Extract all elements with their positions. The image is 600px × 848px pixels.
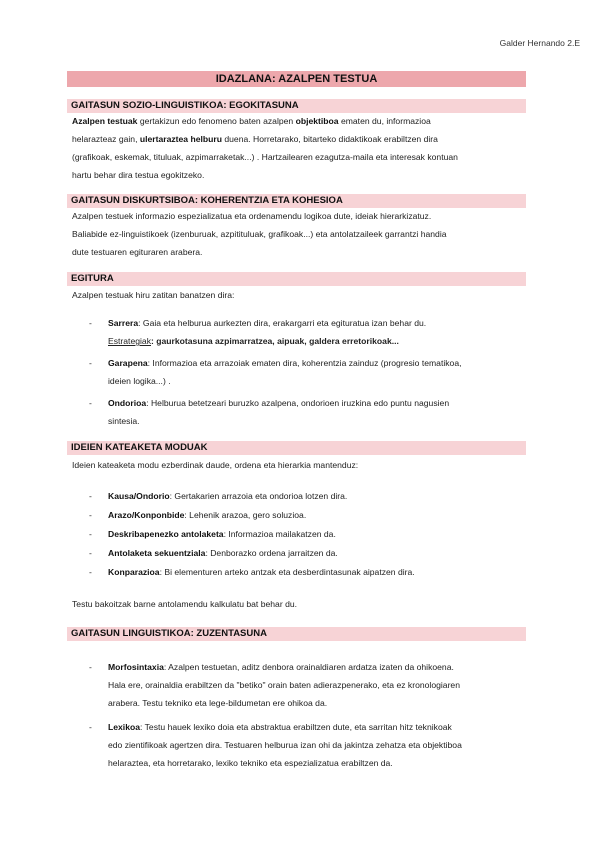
list-dash: -	[89, 548, 92, 558]
list-dash: -	[89, 722, 92, 732]
paragraph-line	[72, 112, 530, 130]
item-text: : Bi elementuren arteko antzak eta desberdintasunak aipatzen dira.	[159, 567, 415, 577]
item-continuation: arabera. Testu tekniko eta lege-bildumetan ere ohikoa da.	[108, 698, 328, 708]
item-label: Sarrera	[108, 318, 139, 328]
list-item	[72, 314, 530, 350]
list-dash: -	[89, 510, 92, 520]
item-subtext: : gaurkotasuna azpimarratzea, aipuak, galdera erretorikoak...	[151, 336, 399, 346]
list-dash: -	[89, 529, 92, 539]
section-outro: Testu bakoitzak barne antolamendu kalkulatu bat behar du.	[72, 599, 298, 609]
list-dash: -	[89, 491, 92, 501]
list-item	[72, 506, 530, 524]
list-item	[72, 487, 530, 505]
item-label: Garapena	[108, 358, 148, 368]
item-continuation: edo zientifikoak agertzen dira. Testuaren helburua izan ohi da jakintza zehatza eta objektiboa	[108, 740, 462, 750]
list-dash: -	[89, 318, 92, 328]
section-koherentzia-paragraph	[72, 207, 530, 261]
bold-term: objektiboa	[295, 116, 339, 126]
structure-list	[72, 314, 530, 430]
linking-modes-list	[72, 487, 530, 581]
item-text: : Lehenik arazoa, gero soluzioa.	[184, 510, 307, 520]
item-text: : Azalpen testuetan, aditz denbora orainaldiaren ardatza izaten da ohikoena.	[163, 662, 454, 672]
section-heading-zuzentasuna: GAITASUN LINGUISTIKOA: ZUZENTASUNA	[67, 627, 526, 641]
section-heading-kateaketa: IDEIEN KATEAKETA MODUAK	[67, 441, 526, 455]
item-sublabel: Estrategiak	[108, 336, 151, 346]
item-label: Ondorioa	[108, 398, 147, 408]
paragraph-line	[72, 130, 530, 148]
bold-term: ulertaraztea helburu	[139, 134, 222, 144]
item-label: Lexikoa	[108, 722, 141, 732]
list-dash: -	[89, 567, 92, 577]
bold-term: Azalpen testuak	[72, 116, 138, 126]
section-egokitasuna-paragraph	[72, 112, 530, 184]
item-label: Deskribapenezko antolaketa	[108, 529, 224, 539]
list-item	[72, 544, 530, 562]
item-label: Arazo/Konponbide	[108, 510, 185, 520]
item-text: : Informazioa mailakatzen da.	[223, 529, 336, 539]
text-run: helarazteaz gain,	[72, 134, 140, 144]
text-run: gertakizun edo fenomeno baten azalpen	[137, 116, 296, 126]
item-text: : Gaia eta helburua aurkezten dira, erakargarri eta egituratua izan behar du.	[138, 318, 427, 328]
correctness-list	[72, 658, 530, 772]
item-continuation: ideien logika...) .	[108, 376, 171, 386]
text-run: ematen du, informazioa	[338, 116, 431, 126]
item-continuation: Hala ere, orainaldia erabiltzen da "betiko" orain baten adierazpenerako, eta ez kronologiaren	[108, 680, 460, 690]
section-heading-koherentzia: GAITASUN DISKURTSIBOA: KOHERENTZIA ETA KOHESIOA	[67, 194, 526, 208]
item-continuation: sintesia.	[108, 416, 140, 426]
item-label: Antolaketa sekuentziala	[108, 548, 206, 558]
item-label: Morfosintaxia	[108, 662, 164, 672]
list-dash: -	[89, 662, 92, 672]
list-item	[72, 563, 530, 581]
item-text: : Gertakarien arrazoia eta ondorioa lotzen dira.	[169, 491, 348, 501]
paragraph-line: Azalpen testuek informazio espezializatua eta ordenamendu logikoa dute, ideiak hierarkizatuz.	[72, 211, 432, 221]
document-title: IDAZLANA: AZALPEN TESTUA	[67, 71, 526, 87]
paragraph-line: hartu behar dira testua egokitzeko.	[72, 170, 205, 180]
list-item	[72, 354, 530, 390]
item-text: : Testu hauek lexiko doia eta abstraktua erabiltzen dute, eta sarritan hitz teknikoak	[140, 722, 452, 732]
list-item	[72, 658, 530, 712]
list-item	[72, 718, 530, 772]
item-text: : Informazioa eta arrazoiak ematen dira, koherentzia zainduz (progresio tematikoa,	[147, 358, 462, 368]
item-label: Kausa/Ondorio	[108, 491, 170, 501]
item-text: : Denborazko ordena jarraitzen da.	[205, 548, 338, 558]
item-text: : Helburua betetzeari buruzko azalpena, ondorioen iruzkina edo puntu nagusien	[146, 398, 450, 408]
section-heading-egokitasuna: GAITASUN SOZIO-LINGUISTIKOA: EGOKITASUNA	[67, 99, 526, 113]
item-continuation: helaraztea, eta horretarako, lexiko tekniko eta espezializatua erabiltzen da.	[108, 758, 393, 768]
author-name: Galder Hernando 2.E	[499, 38, 580, 48]
section-intro: Azalpen testuak hiru zatitan banatzen dira:	[72, 290, 235, 300]
item-label: Konparazioa	[108, 567, 160, 577]
paragraph-line: dute testuaren egituraren arabera.	[72, 247, 203, 257]
section-heading-egitura: EGITURA	[67, 272, 526, 286]
list-item	[72, 525, 530, 543]
section-intro: Ideien kateaketa modu ezberdinak daude, ordena eta hierarkia mantenduz:	[72, 460, 359, 470]
list-item	[72, 394, 530, 430]
paragraph-line: Baliabide ez-linguistikoek (izenburuak, azpitituluak, grafikoak...) eta antolatzaileek garrantzi handia	[72, 229, 447, 239]
list-dash: -	[89, 358, 92, 368]
list-dash: -	[89, 398, 92, 408]
paragraph-line: (grafikoak, eskemak, tituluak, azpimarraketak...) . Hartzailearen ezagutza-maila eta interesak kontuan	[72, 152, 458, 162]
text-run: duena. Horretarako, bitarteko didaktikoak erabiltzen dira	[221, 134, 438, 144]
